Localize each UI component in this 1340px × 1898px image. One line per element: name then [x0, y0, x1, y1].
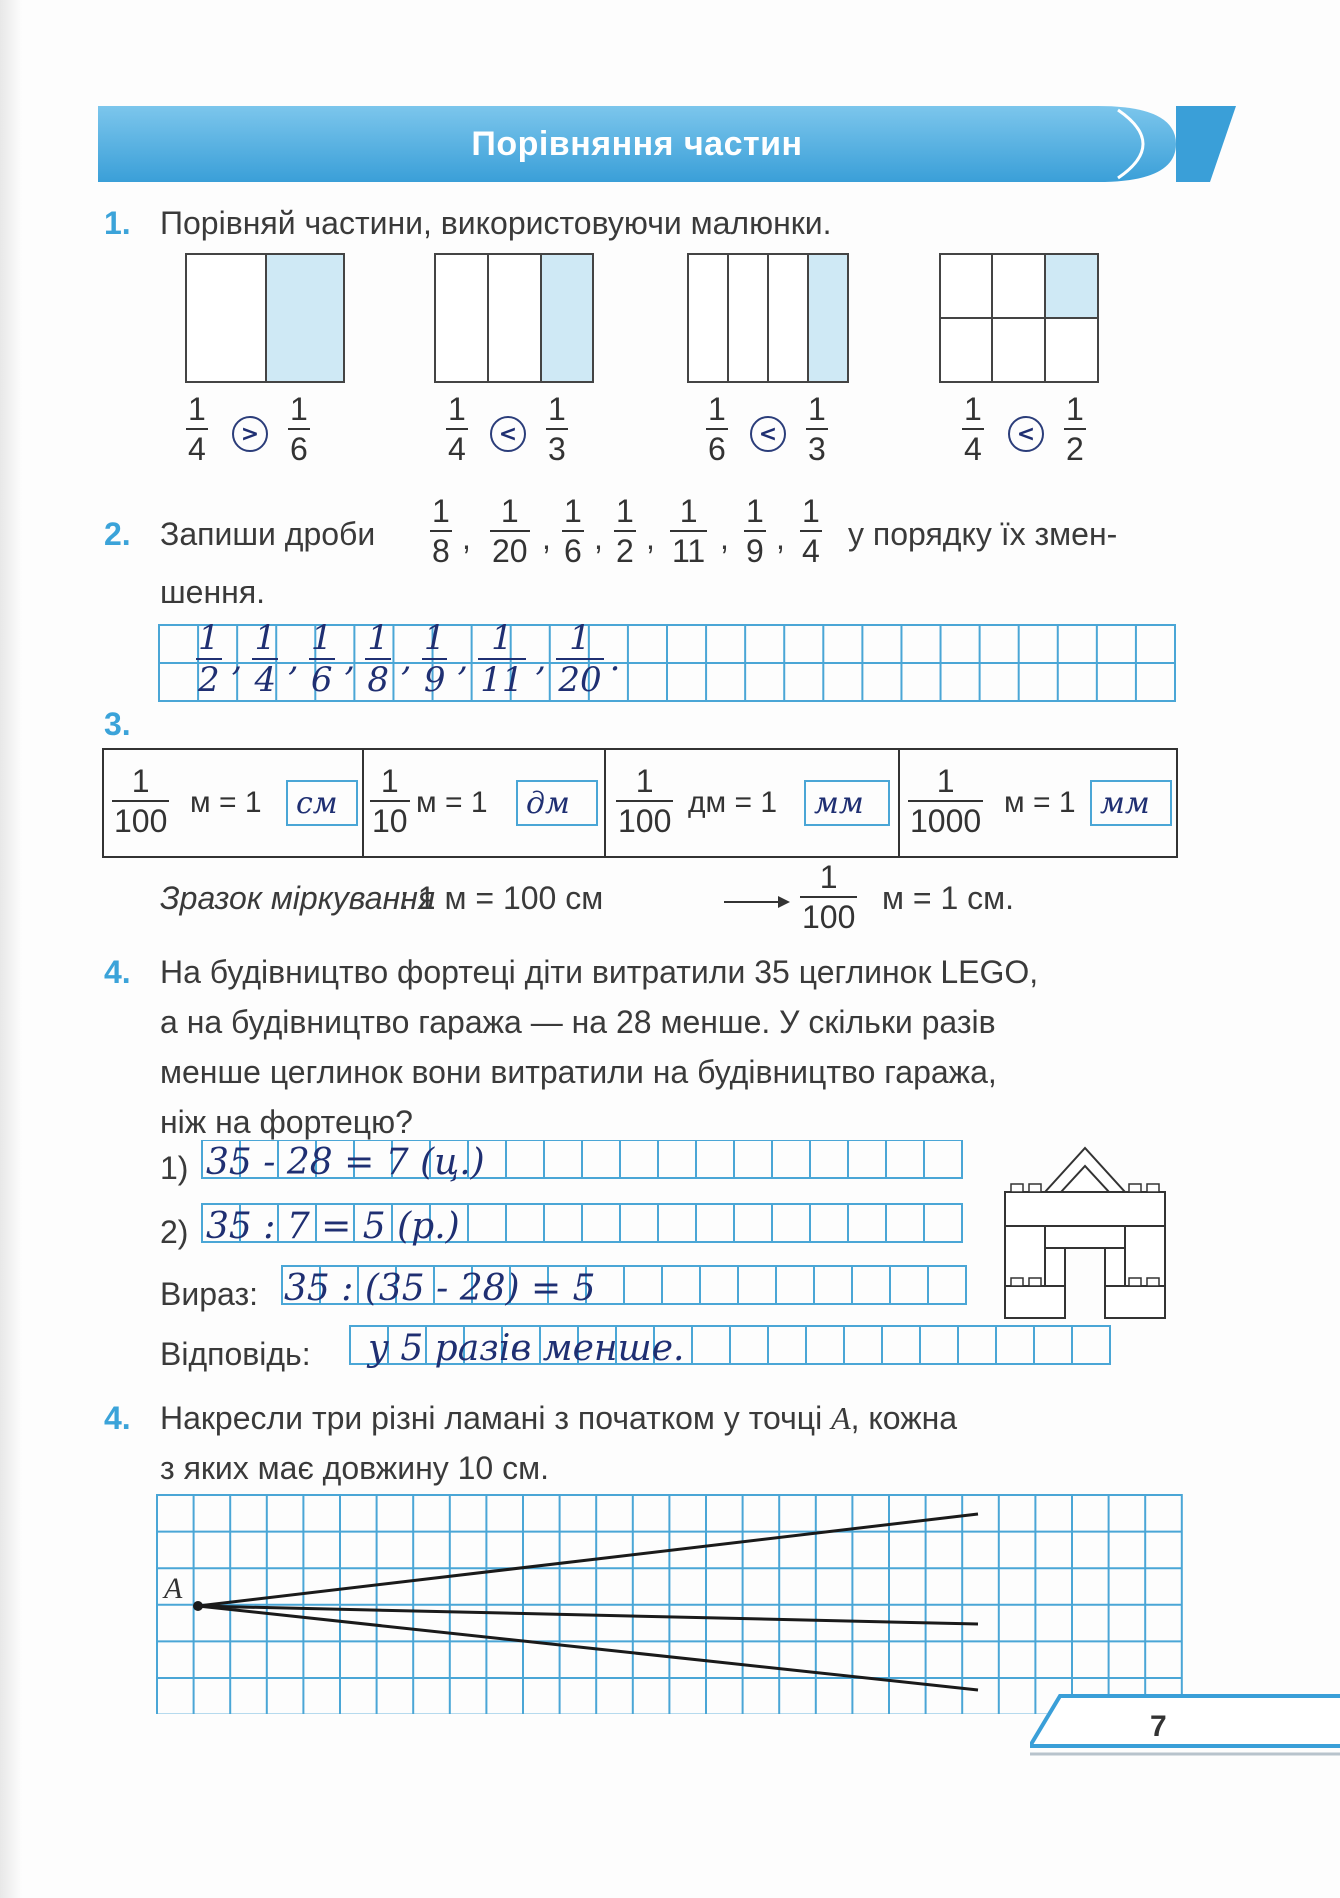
task-2-number: 2. — [104, 516, 131, 552]
task-5-text-part: , кожна — [850, 1400, 958, 1436]
point-label: A — [831, 1400, 851, 1436]
answer-fraction: $\frac{1}{2}$ — [198, 618, 220, 700]
fraction: 1 8 — [432, 493, 450, 569]
fraction: 1 4 — [448, 391, 466, 467]
task-5-text-line2: з яких має довжину 10 см. — [160, 1450, 549, 1486]
comma: , — [776, 520, 785, 556]
task-4-line: а на будівництво гаража — на 28 менше. У скільки разів — [160, 1004, 996, 1040]
fraction: 1 6 — [564, 493, 582, 569]
answer-box[interactable] — [804, 780, 890, 826]
answer-fraction: $\frac{1}{9}$ — [423, 618, 446, 700]
comma: , — [646, 520, 655, 556]
comparison-sign: > — [232, 416, 268, 452]
task-4-line: менше цеглинок вони витратили на будівництво гаража, — [160, 1054, 997, 1090]
answer-text: мм — [814, 786, 864, 821]
step-2-answer: 35 : 7 = 5 (р.) — [206, 1206, 460, 1247]
section-header — [98, 106, 1176, 182]
expression-answer: 35 : (35 - 28) = 5 — [284, 1268, 596, 1309]
task-4-number: 4. — [104, 954, 131, 990]
example-label: Зразок міркування — [160, 880, 435, 916]
fraction: 1 6 — [290, 391, 308, 467]
answer-fraction: $\frac{1}{6}$ — [310, 618, 333, 700]
comma: , — [462, 520, 471, 556]
step-1-answer: 35 - 28 = 7 (ц.) — [206, 1142, 485, 1183]
task-2-text-end: у порядку їх змен- — [848, 516, 1118, 552]
answer-box[interactable] — [286, 780, 358, 826]
page-edge-shadow — [0, 0, 22, 1898]
page-number-tab — [1030, 1690, 1340, 1760]
fraction: 1 10 — [372, 763, 408, 839]
table-divider — [604, 750, 606, 856]
header-tail — [1176, 106, 1236, 182]
picture-thirds — [435, 254, 593, 382]
answer-fraction: $\frac{1}{8}$ — [367, 618, 389, 700]
example-end: м = 1 см. — [882, 880, 1015, 916]
task-2-text-line2: шення. — [160, 574, 266, 610]
unit-text: м = 1 — [1004, 786, 1076, 819]
answer-text: см — [296, 786, 338, 821]
task-1-pictures — [170, 252, 1270, 402]
unit-text: м = 1 — [416, 786, 488, 819]
fraction: 1 9 — [746, 493, 764, 569]
table-divider — [362, 750, 364, 856]
answer-fraction: $\frac{1}{4}$ — [254, 618, 277, 700]
unit-text: дм = 1 — [688, 786, 778, 819]
task-2-text: Запиши дроби — [160, 516, 376, 552]
comparison-sign: < — [1008, 416, 1044, 452]
fraction: 1 100 — [802, 859, 856, 935]
fraction: 1 1000 — [910, 763, 982, 839]
fraction: 1 20 — [492, 493, 528, 569]
lego-fortress-image — [985, 1140, 1185, 1330]
task-4-line: На будівництво фортеці діти витратили 35 цеглинок LEGO, — [160, 954, 1039, 990]
step-1-label: 1) — [160, 1150, 189, 1186]
page-title: Порівняння частин — [471, 124, 803, 163]
example-text: : 1 м = 100 см — [400, 880, 604, 916]
point-a-label: A — [164, 1572, 183, 1605]
fraction: 1 11 — [672, 493, 706, 569]
task-4-line: ніж на фортецю? — [160, 1104, 413, 1140]
fraction: 1 3 — [808, 391, 826, 467]
task-3-table — [102, 748, 1178, 858]
fraction: 1 4 — [964, 391, 982, 467]
answer-text: у 5 разів менше. — [368, 1328, 685, 1369]
answer-text: дм — [526, 786, 570, 821]
task-5-text-part: Накресли три різні ламані з початком у точці — [160, 1400, 823, 1436]
fraction: 1 3 — [548, 391, 566, 467]
answer-box[interactable] — [516, 780, 598, 826]
task-3-number: 3. — [104, 706, 131, 742]
fraction: 1 100 — [114, 763, 168, 839]
task-2-handwritten-answer: $\frac{1}{2}$ , $\frac{1}{4}$ , $\frac{1}{6}$ , $\frac{1}{8}$ , $\frac{1}{9}$ , $\frac{1}{11}$ , $\frac{1}{20}$ . — [198, 618, 621, 700]
page-number: 7 — [1150, 1710, 1167, 1743]
comparison-sign: < — [750, 416, 786, 452]
comparison-sign: < — [490, 416, 526, 452]
picture-halves — [186, 254, 344, 382]
task-5-text — [160, 1400, 957, 1437]
table-divider — [898, 750, 900, 856]
answer-label: Відповідь: — [160, 1336, 311, 1372]
task-1-number: 1. — [104, 205, 131, 241]
fraction: 1 2 — [1066, 391, 1084, 467]
fraction: 1 4 — [802, 493, 820, 569]
fraction: 1 100 — [618, 763, 672, 839]
step-2-label: 2) — [160, 1214, 189, 1250]
answer-fraction: $\frac{1}{20}$ — [558, 618, 602, 700]
comma: , — [594, 520, 603, 556]
unit-text: м = 1 — [190, 786, 262, 819]
fraction: 1 6 — [708, 391, 726, 467]
expression-label: Вираз: — [160, 1276, 259, 1312]
answer-fraction: $\frac{1}{11}$ — [480, 618, 524, 700]
answer-text: мм — [1100, 786, 1150, 821]
fraction: 1 2 — [616, 493, 634, 569]
task-5-drawing-grid — [156, 1494, 1196, 1714]
task-5-number: 4. — [104, 1400, 131, 1436]
arrow-icon — [722, 892, 792, 912]
task-1-text: Порівняй частини, використовуючи малюнки. — [160, 205, 832, 241]
picture-quarters — [688, 254, 848, 382]
comma: , — [542, 520, 551, 556]
picture-sixths — [940, 254, 1098, 382]
answer-box[interactable] — [1090, 780, 1172, 826]
comma: , — [720, 520, 729, 556]
fraction: 1 4 — [188, 391, 206, 467]
